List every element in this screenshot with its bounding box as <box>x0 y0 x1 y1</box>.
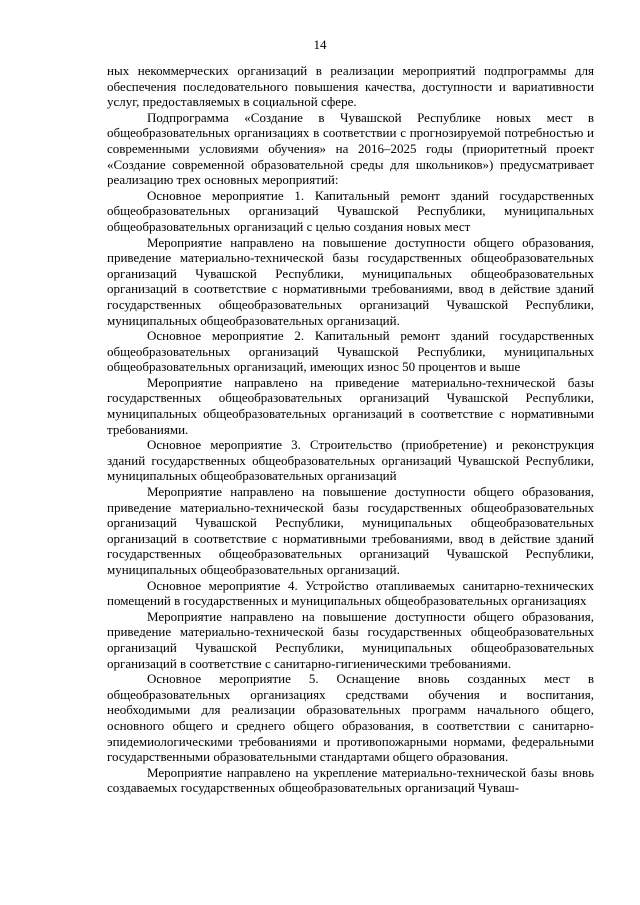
paragraph-continuation: ных некоммерческих организаций в реализации мероприятий подпрограммы для обеспечения последовательного повышения качества, доступности и вариативности услуг, предоставляемых в социальной сфере. <box>107 63 594 110</box>
paragraph-main-activity-4: Основное мероприятие 4. Устройство отапливаемых санитарно-технических помещений в государственных и муниципальных общеобразовательных организациях <box>107 577 594 609</box>
paragraph-main-activity-3: Основное мероприятие 3. Строительство (приобретение) и реконструкция зданий государственных общеобразовательных организаций Чувашской Республики, муниципальных общеобразовательных организаций <box>107 437 594 484</box>
paragraph-main-activity-1: Основное мероприятие 1. Капитальный ремонт зданий государственных общеобразовательных организаций Чувашской Республики, муниципальных общеобразовательных организаций с целью создания новых мест <box>107 187 594 234</box>
paragraph-subprogram-intro: Подпрограмма «Создание в Чувашской Республике новых мест в общеобразовательных организациях в соответствии с прогнозируемой потребностью и современными условиями обучения» на 2016–2025 годы (приоритетный проект «Создание современной образовательной среды для школьников») предусматривает реализацию трех основных мероприятий: <box>107 109 594 188</box>
paragraph-main-activity-2: Основное мероприятие 2. Капитальный ремонт зданий государственных общеобразовательных организаций Чувашской Республики, муниципальных общеобразовательных организаций, имеющих износ 50 процентов и выше <box>107 328 594 375</box>
paragraph-activity-4-description: Мероприятие направлено на повышение доступности общего образования, приведение материально-технической базы государственных общеобразовательных организаций Чувашской Республики, муниципальных общеобразовательных организаций в соответствие с санитарно-гигиеническими требованиями. <box>107 608 594 671</box>
document-body <box>107 63 594 796</box>
paragraph-activity-3-description: Мероприятие направлено на повышение доступности общего образования, приведение материально-технической базы государственных общеобразовательных организаций Чувашской Республики, муниципальных общеобразовательных организаций в соответствие с нормативными требованиями, ввод в действие зданий государственных общеобразовательных организаций Чувашской Республики, муниципальных общеобразовательных организаций. <box>107 484 594 577</box>
paragraph-activity-1-description: Мероприятие направлено на повышение доступности общего образования, приведение материально-технической базы государственных общеобразовательных организаций Чувашской Республики, муниципальных общеобразовательных организаций в соответствие с нормативными требованиями, ввод в действие зданий государственных общеобразовательных организаций Чувашской Республики, муниципальных общеобразовательных организаций. <box>107 234 594 328</box>
paragraph-activity-5-description: Мероприятие направлено на укрепление материально-технической базы вновь создаваемых государственных общеобразовательных организаций Чуваш- <box>107 764 594 796</box>
paragraph-activity-2-description: Мероприятие направлено на приведение материально-технической базы государственных общеобразовательных организаций Чувашской Республики, муниципальных общеобразовательных организаций в соответствие с нормативными требованиями. <box>107 374 594 437</box>
page-number: 14 <box>313 37 327 52</box>
paragraph-main-activity-5: Основное мероприятие 5. Оснащение вновь созданных мест в общеобразовательных организациях средствами обучения и воспитания, необходимыми для реализации образовательных программ начального общего, основного общего и среднего общего образования, в соответствии с санитарно-эпидемиологическими требованиями и противопожарными нормами, федеральными государственными образовательными стандартами общего образования. <box>107 671 594 765</box>
